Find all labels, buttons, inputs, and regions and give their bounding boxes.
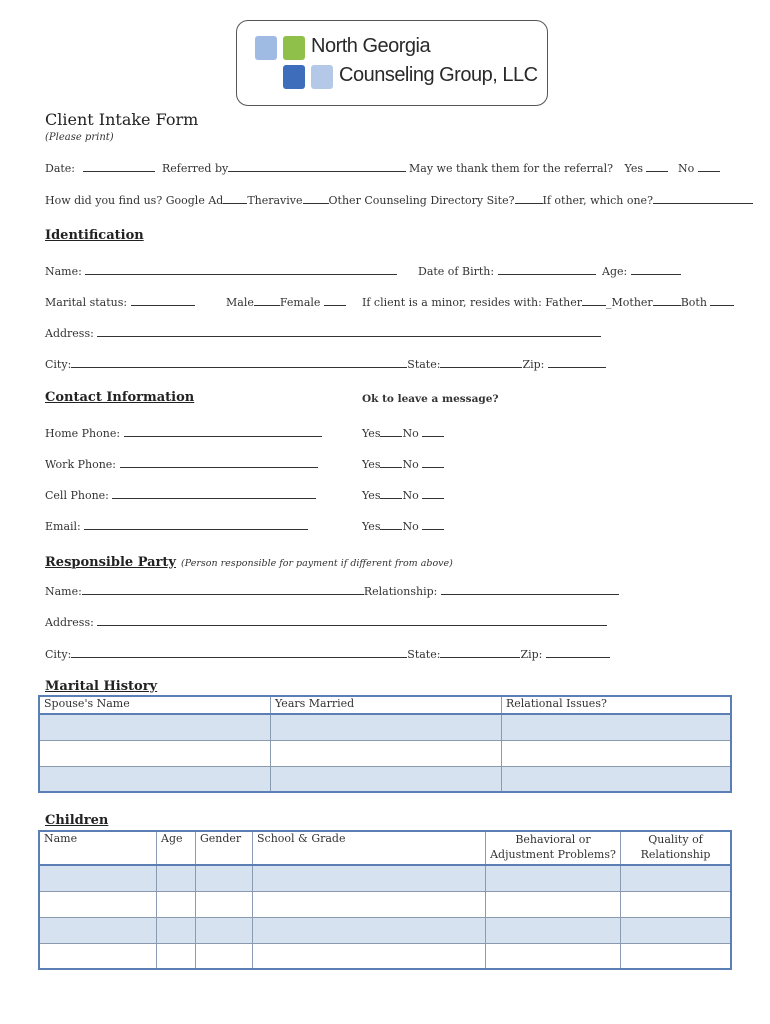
email-no-field[interactable] xyxy=(422,520,444,530)
rp-state-label: State: xyxy=(407,648,441,661)
table-cell[interactable] xyxy=(486,865,621,891)
logo-square-light-blue xyxy=(255,36,277,60)
table-cell[interactable] xyxy=(271,740,502,766)
rp-address-row xyxy=(45,616,607,629)
table-cell[interactable] xyxy=(39,766,271,792)
responsible-heading-row xyxy=(45,551,453,570)
father-field[interactable] xyxy=(582,296,606,306)
table-cell[interactable] xyxy=(271,714,502,740)
table-cell[interactable] xyxy=(157,891,196,917)
thank-no-label: No xyxy=(677,162,695,175)
thank-row xyxy=(409,162,720,175)
id-city-row xyxy=(45,358,606,371)
rp-zip-field[interactable] xyxy=(546,648,610,658)
email-msg-row xyxy=(362,520,444,533)
table-cell[interactable] xyxy=(486,943,621,969)
home-yes-field[interactable] xyxy=(380,427,402,437)
marital-history-table xyxy=(38,695,732,793)
rp-city-field[interactable] xyxy=(71,648,407,658)
cell-no-field[interactable] xyxy=(422,489,444,499)
id-address-label: Address: xyxy=(45,327,94,340)
marital-history-heading: Marital History xyxy=(45,679,158,694)
rp-city-row xyxy=(45,648,610,661)
cell-no-label: No xyxy=(402,489,419,502)
marital-label: Marital status: xyxy=(45,296,128,309)
work-phone-field[interactable] xyxy=(120,458,318,468)
rp-name-field[interactable] xyxy=(82,585,364,595)
both-label: Both xyxy=(680,296,707,309)
thank-label: May we thank them for the referral? xyxy=(409,162,614,175)
table-cell[interactable] xyxy=(39,865,157,891)
date-label: Date: xyxy=(45,162,76,175)
rp-relationship-field[interactable] xyxy=(441,585,619,595)
table-cell[interactable] xyxy=(253,943,486,969)
form-title: Client Intake Form xyxy=(45,110,199,129)
table-cell[interactable] xyxy=(157,917,196,943)
column-header: Quality of Relationship xyxy=(621,831,732,865)
dob-row xyxy=(418,265,596,278)
column-header: School & Grade xyxy=(253,831,486,865)
id-zip-label: Zip: xyxy=(522,358,545,371)
rp-name-row xyxy=(45,585,619,598)
cell-phone-row xyxy=(45,489,316,502)
cell-yes-label: Yes xyxy=(362,489,381,502)
id-state-label: State: xyxy=(407,358,441,371)
column-header: Spouse's Name xyxy=(39,696,271,714)
referred-label: Referred by xyxy=(162,162,229,175)
table-cell[interactable] xyxy=(253,891,486,917)
work-msg-row xyxy=(362,458,444,471)
table-cell[interactable] xyxy=(157,865,196,891)
logo-line-2: Counseling Group, LLC xyxy=(339,64,538,86)
table-row xyxy=(39,943,731,969)
if-other-label: If other, which one? xyxy=(542,194,653,207)
home-phone-row xyxy=(45,427,322,440)
minor-row: If client is a minor, resides with: Father _Mother Both xyxy=(362,296,734,309)
email-row xyxy=(45,520,308,533)
column-header: Age xyxy=(157,831,196,865)
mother-label: Mother xyxy=(611,296,653,309)
id-city-field[interactable] xyxy=(71,358,407,368)
company-logo xyxy=(236,20,548,106)
id-name-field[interactable] xyxy=(85,265,397,275)
male-field[interactable] xyxy=(254,296,280,306)
mother-field[interactable] xyxy=(653,296,681,306)
dob-label: Date of Birth: xyxy=(418,265,495,278)
email-yes-label: Yes xyxy=(362,520,381,533)
both-field[interactable] xyxy=(710,296,734,306)
table-cell[interactable] xyxy=(621,943,732,969)
children-heading: Children xyxy=(45,813,109,828)
table-cell[interactable] xyxy=(271,766,502,792)
cell-msg-row xyxy=(362,489,444,502)
table-cell[interactable] xyxy=(486,917,621,943)
table-cell[interactable] xyxy=(196,943,253,969)
table-header-row xyxy=(39,831,731,865)
rp-zip-label: Zip: xyxy=(520,648,543,661)
table-row xyxy=(39,766,731,792)
table-cell[interactable] xyxy=(39,917,157,943)
theravive-field[interactable] xyxy=(303,194,329,204)
column-header: Relational Issues? xyxy=(502,696,732,714)
referred-row xyxy=(162,162,406,175)
date-field[interactable] xyxy=(83,162,155,172)
table-cell[interactable] xyxy=(621,917,732,943)
logo-square-green xyxy=(283,36,305,60)
logo-line-1: North Georgia xyxy=(311,35,431,57)
table-cell[interactable] xyxy=(253,917,486,943)
logo-square-dark-blue xyxy=(283,65,305,89)
email-no-label: No xyxy=(402,520,419,533)
table-cell[interactable] xyxy=(157,943,196,969)
form-subtitle: (Please print) xyxy=(45,132,114,143)
age-label: Age: xyxy=(602,265,628,278)
rp-relationship-label: Relationship: xyxy=(363,585,438,598)
id-state-field[interactable] xyxy=(440,358,522,368)
home-yes-label: Yes xyxy=(362,427,381,440)
email-field[interactable] xyxy=(84,520,308,530)
table-cell[interactable] xyxy=(39,714,271,740)
rp-city-label: City: xyxy=(45,648,72,661)
date-row xyxy=(45,162,155,175)
id-city-label: City: xyxy=(45,358,72,371)
how-found-row xyxy=(45,194,753,207)
home-phone-field[interactable] xyxy=(124,427,322,437)
female-label: Female xyxy=(279,296,321,309)
cell-phone-field[interactable] xyxy=(112,489,316,499)
id-address-field[interactable] xyxy=(97,327,601,337)
table-cell[interactable] xyxy=(196,891,253,917)
responsible-note: (Person responsible for payment if different from above) xyxy=(181,558,453,569)
other-dir-label: Other Counseling Directory Site? xyxy=(328,194,515,207)
home-phone-label: Home Phone: xyxy=(45,427,121,440)
column-header: Name xyxy=(39,831,157,865)
id-zip-field[interactable] xyxy=(548,358,606,368)
table-cell[interactable] xyxy=(502,714,732,740)
table-cell[interactable] xyxy=(486,891,621,917)
table-cell[interactable] xyxy=(621,865,732,891)
table-cell[interactable] xyxy=(196,917,253,943)
ok-message-label: Ok to leave a message? xyxy=(362,393,499,405)
table-header-row xyxy=(39,696,731,714)
column-header: Years Married xyxy=(271,696,502,714)
rp-state-field[interactable] xyxy=(440,648,520,658)
table-cell[interactable] xyxy=(39,740,271,766)
email-label: Email: xyxy=(45,520,81,533)
id-name-row xyxy=(45,265,397,278)
marital-field[interactable] xyxy=(131,296,195,306)
id-name-label: Name: xyxy=(45,265,82,278)
rp-address-field[interactable] xyxy=(97,616,607,626)
table-row xyxy=(39,891,731,917)
thank-no-field[interactable] xyxy=(698,162,720,172)
marital-row xyxy=(45,296,195,309)
column-header: Gender xyxy=(196,831,253,865)
work-phone-label: Work Phone: xyxy=(45,458,117,471)
if-other-field[interactable] xyxy=(653,194,753,204)
referred-by-field[interactable] xyxy=(228,162,406,172)
home-no-label: No xyxy=(402,427,419,440)
cell-phone-label: Cell Phone: xyxy=(45,489,109,502)
minor-label: If client is a minor, resides with: Father xyxy=(362,296,583,309)
work-no-field[interactable] xyxy=(422,458,444,468)
table-cell[interactable] xyxy=(196,865,253,891)
home-no-field[interactable] xyxy=(422,427,444,437)
table-row xyxy=(39,714,731,740)
work-no-label: No xyxy=(402,458,419,471)
identification-heading: Identification xyxy=(45,228,144,243)
table-cell[interactable] xyxy=(621,891,732,917)
work-phone-row xyxy=(45,458,318,471)
table-cell[interactable] xyxy=(39,943,157,969)
email-yes-field[interactable] xyxy=(380,520,402,530)
table-cell[interactable] xyxy=(502,766,732,792)
column-header: Behavioral or Adjustment Problems? xyxy=(486,831,621,865)
home-msg-row xyxy=(362,427,444,440)
id-address-row xyxy=(45,327,601,340)
responsible-heading: Responsible Party xyxy=(45,555,176,570)
rp-address-label: Address: xyxy=(45,616,94,629)
table-cell[interactable] xyxy=(253,865,486,891)
table-row xyxy=(39,917,731,943)
contact-heading: Contact Information xyxy=(45,390,195,405)
female-field[interactable] xyxy=(324,296,346,306)
age-field[interactable] xyxy=(631,265,681,275)
work-yes-label: Yes xyxy=(362,458,381,471)
table-row xyxy=(39,865,731,891)
age-row xyxy=(602,265,681,278)
rp-name-label: Name: xyxy=(45,585,82,598)
table-cell[interactable] xyxy=(39,891,157,917)
gender-row xyxy=(226,296,346,309)
dob-field[interactable] xyxy=(498,265,596,275)
google-ad-field[interactable] xyxy=(223,194,247,204)
theravive-label: Theravive xyxy=(247,194,303,207)
children-table xyxy=(38,830,732,970)
how-found-label: How did you find us? Google Ad xyxy=(45,194,224,207)
logo-square-pale-blue xyxy=(311,65,333,89)
other-dir-field[interactable] xyxy=(515,194,543,204)
male-label: Male xyxy=(226,296,254,309)
table-row xyxy=(39,740,731,766)
table-cell[interactable] xyxy=(502,740,732,766)
thank-yes-field[interactable] xyxy=(646,162,668,172)
cell-yes-field[interactable] xyxy=(380,489,402,499)
thank-yes-label: Yes xyxy=(624,162,643,175)
work-yes-field[interactable] xyxy=(380,458,402,468)
